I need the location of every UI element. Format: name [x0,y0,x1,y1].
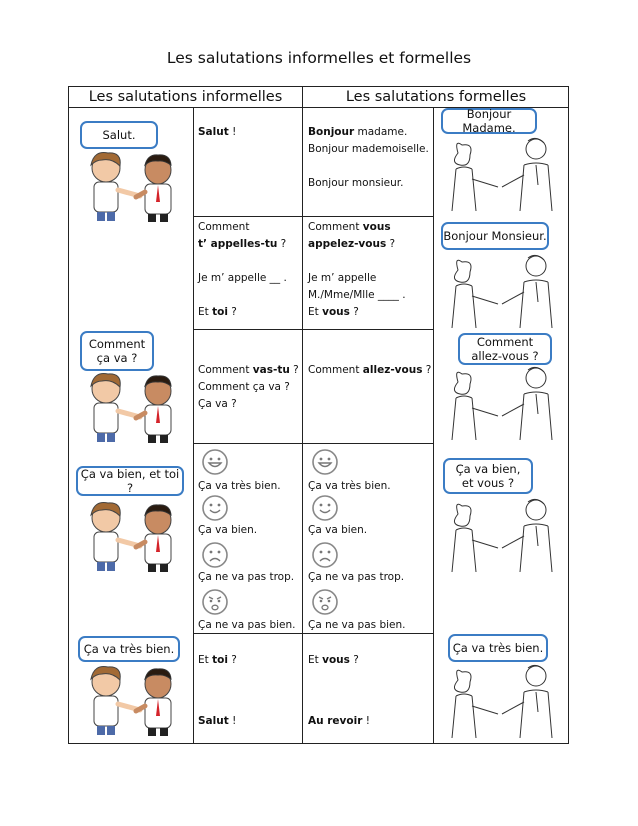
answer-formal-2: Ça va bien. [308,524,368,536]
speech-bubble-ca-va-bien-et-toi: Ça va bien, et toi ? [76,466,184,496]
speech-bubble-comment-allez-vous: Comment allez-vous ? [458,333,552,365]
formal-adults-illustration [440,496,564,574]
very-sad-face-icon [311,588,339,616]
header-formal: Les salutations formelles [345,89,527,105]
row-divider-2 [193,329,434,330]
row-divider-1 [193,216,434,217]
cell-r2-informal: Comment t’ appelles-tu ? Je m’ appelle __ . Et toi ? [198,221,287,318]
speech-bubble-bonjour-madame: Bonjour Madame. [441,108,537,134]
answer-informal-3: Ça ne va pas trop. [198,571,295,583]
very-happy-face-icon [311,448,339,476]
header-informal: Les salutations informelles [88,89,283,105]
speech-bubble-ca-va-bien-et-vous: Ça va bien, et vous ? [443,458,533,494]
speech-bubble-bonjour-monsieur: Bonjour Monsieur. [441,222,549,250]
informal-boys-illustration [78,150,186,222]
speech-bubble-ca-va-tres-bien-formal: Ça va très bien. [448,634,548,662]
answer-formal-3: Ça ne va pas trop. [308,571,405,583]
row-divider-3 [193,443,434,444]
sad-face-icon [311,541,339,569]
column-divider-3 [433,107,434,744]
page-title: Les salutations informelles et formelles [166,49,472,67]
cell-r1-formal: Bonjour madame. Bonjour mademoiselle. Bonjour monsieur. [308,126,429,189]
very-happy-face-icon [201,448,229,476]
table-border-left [68,86,69,744]
speech-bubble-comment-ca-va: Comment ça va ? [80,331,154,371]
answer-informal-2: Ça va bien. [198,524,258,536]
cell-r3-formal: Comment allez-vous ? [308,364,432,376]
informal-boys-illustration [78,500,186,572]
speech-bubble-salut: Salut. [80,121,158,149]
answer-informal-1: Ça va très bien. [198,480,281,492]
formal-adults-illustration [440,662,564,740]
cell-r5-informal-question: Et toi ? [198,654,237,666]
answer-informal-4: Ça ne va pas bien. [198,619,296,631]
cell-r2-formal: Comment vous appelez-vous ? Je m’ appelle M./Mme/Mlle ____ . Et vous ? [308,221,406,318]
sad-face-icon [201,541,229,569]
answer-formal-4: Ça ne va pas bien. [308,619,406,631]
cell-r5-formal-bye: Au revoir ! [308,715,370,727]
happy-face-icon [311,494,339,522]
column-divider-1 [193,107,194,744]
table-border-top [68,86,569,87]
cell-r5-informal-bye: Salut ! [198,715,237,727]
speech-bubble-ca-va-tres-bien: Ça va très bien. [78,636,180,662]
table-border-bottom [68,743,569,744]
cell-r5-formal-question: Et vous ? [308,654,359,666]
formal-adults-illustration [440,364,564,442]
column-divider-2 [302,86,303,744]
very-sad-face-icon [201,588,229,616]
answer-formal-1: Ça va très bien. [308,480,391,492]
formal-adults-illustration [440,135,564,213]
informal-boys-illustration [78,664,186,736]
formal-adults-illustration [440,252,564,330]
happy-face-icon [201,494,229,522]
informal-boys-illustration [78,371,186,443]
cell-r1-informal: Salut ! [198,126,237,138]
table-border-right [568,86,569,744]
cell-r3-informal: Comment vas-tu ? Comment ça va ? Ça va ? [198,364,299,410]
